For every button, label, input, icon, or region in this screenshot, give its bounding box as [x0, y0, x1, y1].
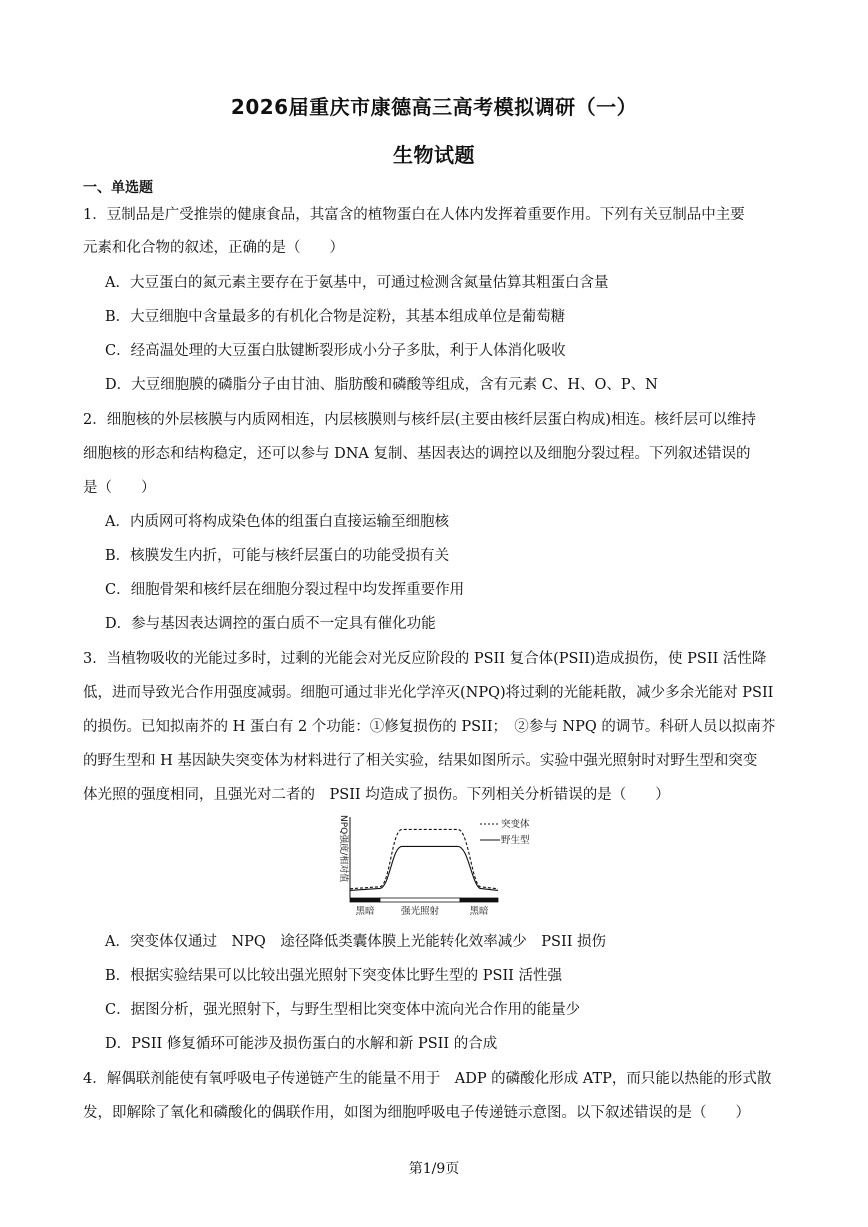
question-2-stem-line: 细胞核的形态和结构稳定，还可以参与 DNA 复制、基因表达的调控以及细胞分裂过程。下列叙述错误的	[83, 446, 751, 462]
question-2-option-b: B．核膜发生内折，可能与核纤层蛋白的功能受损有关	[105, 548, 450, 564]
legend-label: 野生型	[501, 835, 530, 846]
question-1-stem-line: 元素和化合物的叙述，正确的是（ ）	[83, 240, 344, 256]
series-lines	[350, 829, 498, 890]
question-2-option-c: C．细胞骨架和核纤层在细胞分裂过程中均发挥重要作用	[105, 582, 465, 598]
series-line-mutant	[350, 829, 498, 888]
phase-bar-1	[380, 898, 460, 902]
question-3-stem-line: 的野生型和 H 基因缺失突变体为材料进行了相关实验，结果如图所示。实验中强光照射时对野生型和突变	[83, 753, 758, 769]
question-1-option-d: D．大豆细胞膜的磷脂分子由甘油、脂肪酸和磷酸等组成，含有元素 C、H、O、P、N	[105, 377, 658, 393]
question-2-stem-line: 2．细胞核的外层核膜与内质网相连，内层核膜则与核纤层(主要由核纤层蛋白构成)相连。核纤层可以维持	[83, 412, 757, 428]
phase-bar-0	[350, 898, 380, 902]
question-4-stem-line: 发，即解除了氧化和磷酸化的偶联作用，如图为细胞呼吸电子传递链示意图。以下叙述错误的是（ ）	[83, 1105, 750, 1121]
question-2-option-a: A．内质网可将构成染色体的组蛋白直接运输至细胞核	[105, 514, 449, 530]
page-number: 第1/9页	[408, 1161, 460, 1177]
phase-bar-2	[460, 898, 498, 902]
legend-label: 突变体	[501, 819, 530, 830]
legend	[480, 818, 530, 846]
question-1-option-c: C．经高温处理的大豆蛋白肽键断裂形成小分子多肽，利于人体消化吸收	[105, 343, 566, 359]
question-2-stem-line: 是（ ）	[83, 480, 156, 496]
question-3-option-d: D．PSII 修复循环可能涉及损伤蛋白的水解和新 PSII 的合成	[105, 1036, 498, 1052]
question-3-stem-line: 3．当植物吸收的光能过多时，过剩的光能会对光反应阶段的 PSII 复合体(PSII)造成损伤，使 PSII 活性降	[83, 651, 767, 667]
y-axis-label: NPQ强度/相对值	[338, 815, 348, 883]
question-4-stem-line: 4．解偶联剂能使有氧呼吸电子传递链产生的能量不用于 ADP 的磷酸化形成 ATP，而只能以热能的形式散	[83, 1071, 772, 1087]
npq-chart	[330, 813, 530, 923]
page-subtitle: 生物试题	[393, 143, 475, 167]
question-3-stem-line: 低，进而导致光合作用强度减弱。细胞可通过非光化学淬灭(NPQ)将过剩的光能耗散，减少多余光能对 PSII	[83, 685, 774, 701]
series-line-wild-type	[350, 846, 498, 890]
question-3-option-a: A．突变体仅通过 NPQ 途径降低类囊体膜上光能转化效率减少 PSII 损伤	[105, 934, 607, 950]
section-heading: 一、单选题	[83, 180, 153, 196]
phase-label: 黑暗	[469, 906, 489, 917]
npq-chart-svg	[330, 813, 530, 923]
question-3-stem-line: 的损伤。已知拟南芥的 H 蛋白有 2 个功能：①修复损伤的 PSII； ②参与 NPQ 的调节。科研人员以拟南芥	[83, 719, 776, 735]
question-3-option-c: C．据图分析，强光照射下，与野生型相比突变体中流向光合作用的能量少	[105, 1002, 581, 1018]
question-3-stem-line: 体光照的强度相同，且强光对二者的 PSII 均造成了损伤。下列相关分析错误的是（ ）	[83, 787, 670, 803]
phase-labels	[355, 905, 489, 917]
page-title: 2026届重庆市康德高三高考模拟调研（一）	[230, 95, 638, 119]
question-1-option-a: A．大豆蛋白的氮元素主要存在于氨基中，可通过检测含氮量估算其粗蛋白含量	[105, 275, 609, 291]
phase-label: 强光照射	[400, 906, 440, 917]
question-1-stem-line: 1．豆制品是广受推崇的健康食品，其富含的植物蛋白在人体内发挥着重要作用。下列有关豆制品中主要	[83, 207, 745, 223]
phase-bars	[350, 898, 498, 902]
phase-label: 黑暗	[355, 906, 375, 917]
question-2-option-d: D．参与基因表达调控的蛋白质不一定具有催化功能	[105, 616, 436, 632]
question-1-option-b: B．大豆细胞中含量最多的有机化合物是淀粉，其基本组成单位是葡萄糖	[105, 309, 566, 325]
question-3-option-b: B．根据实验结果可以比较出强光照射下突变体比野生型的 PSII 活性强	[105, 968, 563, 984]
